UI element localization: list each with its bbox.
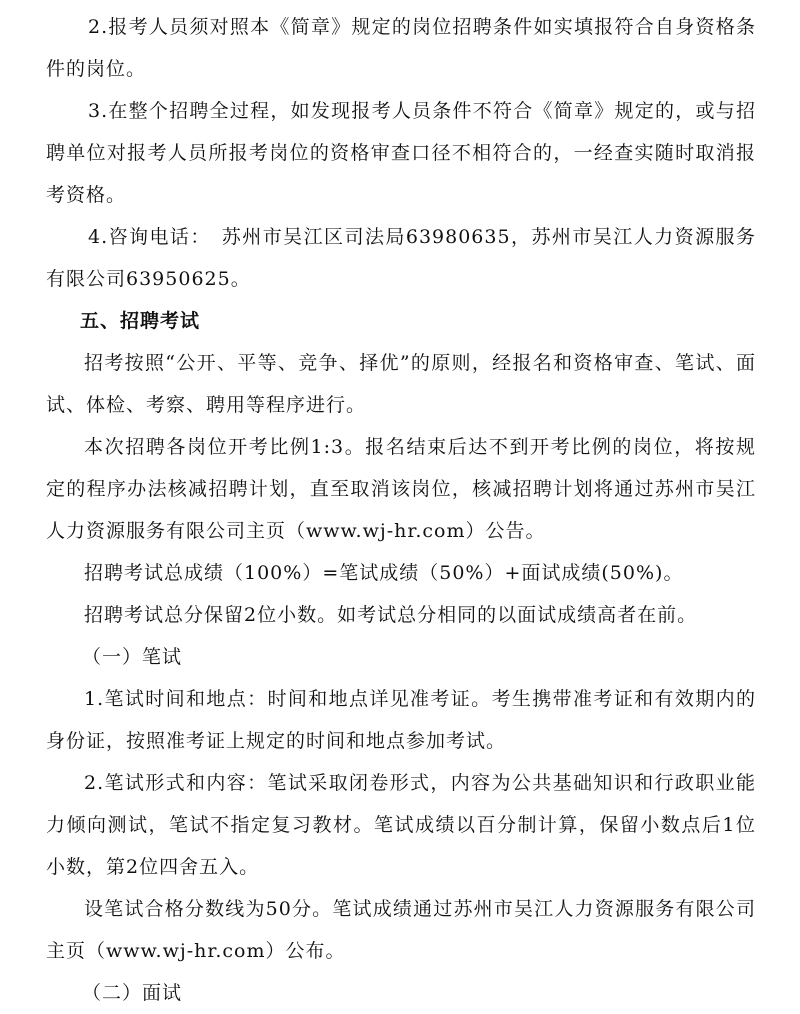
- paragraph-item-3: 3.在整个招聘全过程，如发现报考人员条件不符合《简章》规定的，或与招聘单位对报考人员所报考岗位的资格审查口径不相符合的，一经查实随时取消报考资格。: [46, 100, 756, 206]
- paragraph-written-passline: 设笔试合格分数线为50分。笔试成绩通过苏州市吴江人力资源服务有限公司主页（www.wj-hr.com）公布。: [46, 898, 756, 962]
- paragraph-written-time: 1.笔试时间和地点：时间和地点详见准考证。考生携带准考证和有效期内的身份证，按照准考证上规定的时间和地点参加考试。: [46, 688, 756, 752]
- paragraph-item-4: 4.咨询电话： 苏州市吴江区司法局63980635，苏州市吴江人力资源服务有限公司63950625。: [46, 226, 756, 290]
- paragraph-exam-principle: 招考按照“公开、平等、竞争、择优”的原则，经报名和资格审查、笔试、面试、体检、考察、聘用等程序进行。: [46, 352, 756, 416]
- paragraph-score-formula: 招聘考试总成绩（100%）=笔试成绩（50%）+面试成绩(50%)。: [84, 562, 684, 584]
- subheading-written-exam: （一）笔试: [82, 646, 183, 668]
- subheading-interview: （二）面试: [82, 982, 183, 1004]
- paragraph-exam-ratio: 本次招聘各岗位开考比例1:3。报名结束后达不到开考比例的岗位，将按规定的程序办法核减招聘计划，直至取消该岗位，核减招聘计划将通过苏州市吴江人力资源服务有限公司主页（www.wj-hr.com）公告。: [46, 436, 756, 542]
- section-heading-five: 五、招聘考试: [80, 310, 201, 332]
- paragraph-score-rounding: 招聘考试总分保留2位小数。如考试总分相同的以面试成绩高者在前。: [84, 604, 698, 626]
- paragraph-item-2: 2.报考人员须对照本《简章》规定的岗位招聘条件如实填报符合自身资格条件的岗位。: [46, 16, 756, 80]
- paragraph-written-format: 2.笔试形式和内容：笔试采取闭卷形式，内容为公共基础知识和行政职业能力倾向测试，笔试不指定复习教材。笔试成绩以百分制计算，保留小数点后1位小数，第2位四舍五入。: [46, 772, 756, 878]
